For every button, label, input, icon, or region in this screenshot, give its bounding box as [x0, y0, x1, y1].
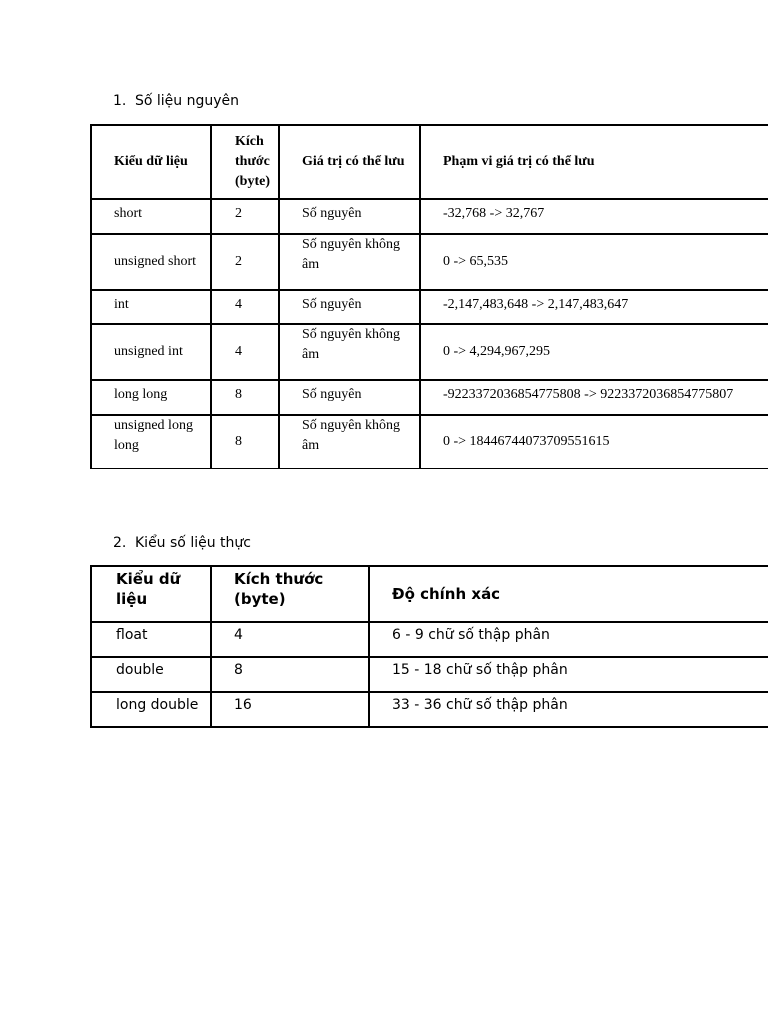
table-row [91, 656, 768, 691]
table-cell: 16 [210, 691, 368, 726]
table-cell: -9223372036854775808 -> 9223372036854775807 [419, 379, 768, 414]
table-cell: 15 - 18 chữ số thập phân [368, 656, 768, 691]
table-cell: short [91, 198, 210, 233]
table-cell: long long [91, 379, 210, 414]
table-cell: 2 [210, 233, 278, 289]
section-1-title: Số liệu nguyên [135, 93, 240, 109]
table-row [91, 289, 768, 323]
table-cell: 8 [210, 656, 368, 691]
table-cell: double [91, 656, 210, 691]
header-cell: Kiểu dữ liệu [91, 566, 210, 621]
table-cell: 8 [210, 379, 278, 414]
table-cell: 8 [210, 414, 278, 468]
table-cell: -2,147,483,648 -> 2,147,483,647 [419, 289, 768, 323]
real-types-table [90, 565, 768, 728]
header-cell: Kiểu dữ liệu [91, 125, 210, 198]
section-2-number: 2. [113, 535, 127, 551]
table-cell: 33 - 36 chữ số thập phân [368, 691, 768, 726]
table-row [91, 233, 768, 289]
table-cell: Số nguyên không âm [278, 414, 419, 468]
table-row [91, 379, 768, 414]
table-cell: unsigned short [91, 233, 210, 289]
table-header-row [91, 566, 768, 621]
section-1-heading [113, 92, 239, 110]
table-cell: long double [91, 691, 210, 726]
table-cell: float [91, 621, 210, 656]
table-cell: Số nguyên [278, 379, 419, 414]
table-cell: int [91, 289, 210, 323]
table-row [91, 323, 768, 379]
table-cell: 0 -> 18446744073709551615 [419, 414, 768, 468]
section-2-title: Kiểu số liệu thực [135, 535, 251, 551]
header-cell: Kích thước (byte) [210, 125, 278, 198]
table-cell: Số nguyên [278, 198, 419, 233]
table-cell: 4 [210, 621, 368, 656]
header-cell: Độ chính xác [368, 566, 768, 621]
section-1-number: 1. [113, 93, 127, 109]
table-row [91, 691, 768, 726]
table-cell: unsigned int [91, 323, 210, 379]
table-cell: Số nguyên [278, 289, 419, 323]
table-cell: 2 [210, 198, 278, 233]
table-cell: 0 -> 4,294,967,295 [419, 323, 768, 379]
table-row [91, 621, 768, 656]
table-row [91, 198, 768, 233]
header-cell: Phạm vi giá trị có thể lưu [419, 125, 768, 198]
table-cell: 0 -> 65,535 [419, 233, 768, 289]
section-2-heading [113, 534, 251, 552]
table-cell: 4 [210, 323, 278, 379]
table-cell: 6 - 9 chữ số thập phân [368, 621, 768, 656]
table-row [91, 414, 768, 468]
table-cell: 4 [210, 289, 278, 323]
table-cell: -32,768 -> 32,767 [419, 198, 768, 233]
table-header-row [91, 125, 768, 198]
header-cell: Giá trị có thể lưu [278, 125, 419, 198]
integer-types-table [90, 124, 768, 469]
header-cell: Kích thước (byte) [210, 566, 368, 621]
table-cell: Số nguyên không âm [278, 233, 419, 289]
table-cell: unsigned long long [91, 414, 210, 468]
table-cell: Số nguyên không âm [278, 323, 419, 379]
